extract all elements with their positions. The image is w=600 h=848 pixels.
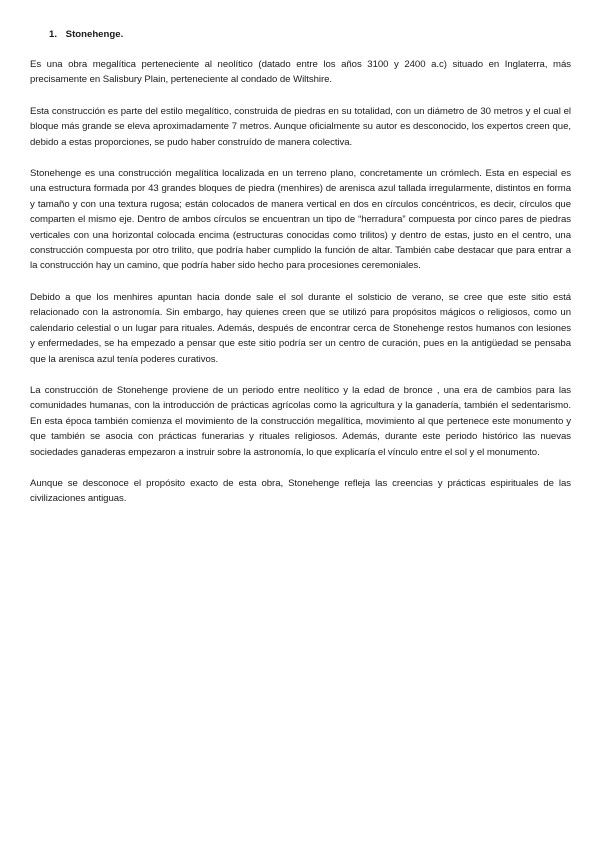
- paragraph-structure: Stonehenge es una construcción megalítica localizada en un terreno plano, concretamente un crómlech. Esta en especial es una estructura formada por 43 grandes bloques de piedra (menhires) de arenisca azul tallada irregularmente, distintos en forma y tamaño y con una textura rugosa; están colocados de manera vertical en dos en círculos concéntricos, es decir, círculos que comparten el mismo eje. Dentro de ambos círculos se encuentran un tipo de “herradura” compuesta por cinco pares de piedras verticales con una horizontal colocada encima (estructuras conocidas como trilitos) y dentro de estas, justo en el centro, una construcción compuesta por otro trilito, que podría haber cumplido la función de altar. También cabe destacar que para entrar a la construcción hay un camino, que podría haber sido hecho para procesiones ceremoniales.: [30, 168, 571, 272]
- section-heading: [49, 28, 571, 41]
- paragraph-period: La construcción de Stonehenge proviene de un periodo entre neolítico y la edad de bronce , una era de cambios para las comunidades humanas, con la introducción de prácticas agrícolas como la agricultura y la ganadería, también el sedentarismo. En esta época también comienza el movimiento de la construcción megalítica, movimiento al que pertenece este monumento y que también se asocia con prácticas funerarias y rituales religiosos. Además, durante este periodo histórico las nuevas sociedades ganaderas empezaron a instruir sobre la astronomía, lo que explicaría el vínculo entre el sol y el monumento.: [30, 384, 571, 458]
- paragraph-conclusion: Aunque se desconoce el propósito exacto de esta obra, Stonehenge refleja las creencias y prácticas espirituales de las civilizaciones antiguas.: [30, 477, 571, 505]
- section-title: Stonehenge.: [65, 29, 124, 40]
- section-number: 1.: [49, 29, 58, 40]
- document-page: [30, 28, 571, 523]
- paragraph-location: Es una obra megalítica perteneciente al neolítico (datado entre los años 3100 y 2400 a.c) situado en Inglaterra, más precisamente en Salisbury Plain, perteneciente al condado de Wiltshire.: [30, 59, 571, 86]
- paragraph-purpose: Debido a que los menhires apuntan hacia donde sale el sol durante el solsticio de verano, se cree que este sitio está relacionado con la astronomía. Sin embargo, hay quienes creen que se utilizó para propósitos mágicos o religiosos, como un calendario celestial o un lugar para rituales. Además, después de encontrar cerca de Stonehenge restos humanos con lesiones y enfermedades, se ha empezado a pensar que este sitio podría ser un centro de curación, pues en la antigüedad se pensaba que la arenisca azul tenía poderes curativos.: [30, 291, 571, 365]
- paragraph-style: Esta construcción es parte del estilo megalítico, construida de piedras en su totalidad, con un diámetro de 30 metros y el cual el bloque más grande se eleva aproximadamente 7 metros. Aunque oficialmente su autor es desconocido, los expertos creen que, debido a estas proporciones, se pudo haber construído de manera colectiva.: [30, 105, 571, 148]
